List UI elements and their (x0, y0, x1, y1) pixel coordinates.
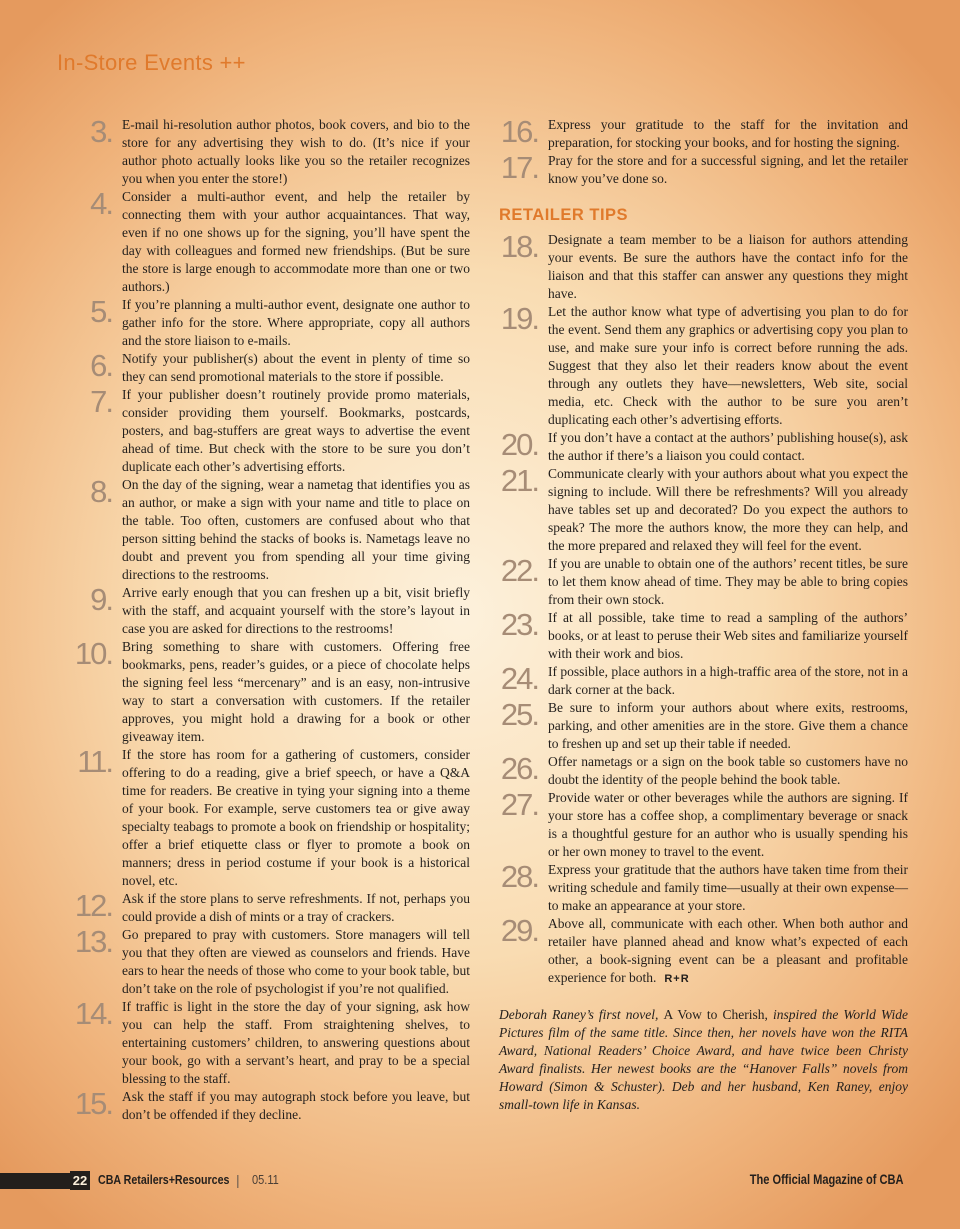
tip-item (70, 638, 470, 746)
tip-item (496, 555, 908, 609)
left-tips-list (70, 116, 470, 1124)
tip-item (70, 386, 470, 476)
tip-text: If you are unable to obtain one of the authors’ recent titles, be sure to let them know ahead of time. They may be able to bring copies from their own stock. (548, 556, 908, 607)
tip-text: Consider a multi-author event, and help the retailer by connecting them with your author acquaintances. That way, even if no one shows up for the signing, you’ll have spent the day with colleagues and formed new friendships. (But be sure the store is large enough to accommodate more than one or two authors.) (122, 189, 470, 294)
tip-text: Notify your publisher(s) about the event in plenty of time so they can send promotional materials to the store if possible. (122, 351, 470, 384)
tip-item (70, 476, 470, 584)
footer-bar (0, 1173, 70, 1189)
tip-text: If you don’t have a contact at the authors’ publishing house(s), ask the author if there’s a liaison you could contact. (548, 430, 908, 463)
tip-number: 8. (90, 474, 112, 509)
tip-text: If possible, place authors in a high-traffic area of the store, not in a dark corner at the back. (548, 664, 908, 697)
tip-text: Express your gratitude to the staff for the invitation and preparation, for stocking your books, and for hosting the signing. (548, 117, 908, 150)
tip-item (70, 890, 470, 926)
tip-number: 3. (90, 114, 112, 149)
tip-number: 6. (90, 348, 112, 383)
tip-text: Above all, communicate with each other. When both author and retailer have planned ahead and know what’s expected of each other, a book-signing event can be a pleasant and profitable experience for both. (548, 916, 908, 985)
tip-item (70, 350, 470, 386)
tip-text: Express your gratitude that the authors have taken time from their writing schedule and family time––usually at their own expense––to make an appearance at your store. (548, 862, 908, 913)
tip-text: Arrive early enough that you can freshen up a bit, visit briefly with the staff, and acquaint yourself with the store’s layout in case you are asked for directions to the restrooms! (122, 585, 470, 636)
footer-separator: | (236, 1172, 240, 1188)
tip-text: Pray for the store and for a successful signing, and let the retailer know you’ve done so. (548, 153, 908, 186)
tip-number: 15. (74, 1086, 112, 1121)
tip-number: 12. (74, 888, 112, 923)
tip-item (70, 584, 470, 638)
tip-item (496, 753, 908, 789)
tip-number: 5. (90, 294, 112, 329)
magazine-tagline: The Official Magazine of CBA (750, 1172, 904, 1187)
tip-number: 22. (500, 553, 538, 588)
tip-item (496, 303, 908, 429)
bio-book-title: A Vow to Cherish, (663, 1007, 768, 1022)
tip-item (496, 116, 908, 152)
tip-item (496, 789, 908, 861)
tip-text: E-mail hi-resolution author photos, book covers, and bio to the store for any advertising they wish to do. (It’s nice if your author photo actually looks like you so the retailer recognizes you when you enter the store!) (122, 117, 470, 186)
bio-text-start: Deborah Raney’s first novel, (499, 1007, 659, 1022)
tip-text: If you’re planning a multi-author event, designate one author to gather info for the store. Where appropriate, copy all authors and the store liaison to e-mails. (122, 297, 470, 348)
tip-number: 14. (74, 996, 112, 1031)
tip-number: 20. (500, 427, 538, 462)
tip-text: Offer nametags or a sign on the book table so customers have no doubt the identity of the people behind the book table. (548, 754, 908, 787)
tip-text: Ask the staff if you may autograph stock before you leave, but don’t be offended if they decline. (122, 1089, 470, 1122)
tip-text: Bring something to share with customers. Offering free bookmarks, pens, reader’s guides, or a piece of chocolate helps the signing feel less “mercenary” and is an easy, non-intrusive way to start a conversation with customers. If the retailer approves, you might hold a drawing for a book or other giveaway item. (122, 639, 470, 744)
tip-item (70, 296, 470, 350)
tip-item (70, 188, 470, 296)
tip-number: 26. (500, 751, 538, 786)
tip-item (70, 998, 470, 1088)
tip-number: 19. (500, 301, 538, 336)
page-footer (0, 1170, 960, 1194)
author-bio (499, 1006, 908, 1114)
tip-item (496, 663, 908, 699)
tip-item (496, 609, 908, 663)
tip-number: 11. (77, 744, 112, 779)
tip-item (70, 746, 470, 890)
tip-number: 4. (90, 186, 112, 221)
tip-number: 29. (500, 913, 538, 948)
tip-number: 10. (74, 636, 112, 671)
section-title: In-Store Events ++ (57, 50, 246, 75)
tip-text: Ask if the store plans to serve refreshments. If not, perhaps you could provide a dish of mints or a tray of crackers. (122, 891, 470, 924)
right-column (496, 116, 908, 1114)
end-mark: R+R (664, 973, 690, 985)
tip-number: 7. (90, 384, 112, 419)
tip-item (70, 926, 470, 998)
page-number: 22 (70, 1171, 90, 1190)
tip-number: 18. (500, 229, 538, 264)
retailer-tips-heading: RETAILER TIPS (499, 206, 629, 224)
tip-number: 17. (500, 150, 538, 185)
tip-text: Communicate clearly with your authors about what you expect the signing to include. Will there be refreshments? Will you already have tables set up and decorated? Do you expect the authors to speak? The more the authors know, the more they can help, and the more prepared and relaxed they will feel for the event. (548, 466, 908, 553)
issue-date: 05.11 (252, 1172, 279, 1187)
tip-item (496, 915, 908, 988)
tip-number: 9. (90, 582, 112, 617)
tip-item (70, 116, 470, 188)
author-tips-continued-list (496, 116, 908, 188)
tip-item (70, 1088, 470, 1124)
tip-text: On the day of the signing, wear a nametag that identifies you as an author, or make a sign with your name and title to place on the table. Too often, customers are confused about who that person sitting behind the stacks of books is. Nametags leave no doubt and prevent you from spending all your time giving directions to the restrooms. (122, 477, 470, 582)
tip-number: 27. (500, 787, 538, 822)
tip-number: 25. (500, 697, 538, 732)
tip-text: If your publisher doesn’t routinely provide promo materials, consider providing them yourself. Bookmarks, postcards, posters, and bag-stuffers are great ways to advertise the event ahead of time. But check with the store to be sure you don’t duplicate each other’s advertising efforts. (122, 387, 470, 474)
retailer-tips-list (496, 231, 908, 915)
tip-item (496, 231, 908, 303)
tip-item (496, 861, 908, 915)
tip-number: 16. (500, 114, 538, 149)
tip-text: If traffic is light in the store the day of your signing, ask how you can help the staff. From straightening shelves, to entertaining customers’ children, to answering questions about your book, go with a servant’s heart, and pray to be a special blessing to the staff. (122, 999, 470, 1086)
tip-item (496, 465, 908, 555)
tip-text: If the store has room for a gathering of customers, consider offering to do a reading, give a brief speech, or have a Q&A time for readers. Be creative in tying your signing into a theme of your book. For example, serve customers tea or give away specialty teabags to promote a book on friendship or hospitality; offer a brief etiquette class or flyer to promote a book on manners; dress in period costume if your book is a historical novel, etc. (122, 747, 470, 888)
tip-number: 23. (500, 607, 538, 642)
tip-text: Designate a team member to be a liaison for authors attending your events. Be sure the authors have the contact info for the liaison and that this staffer can answer any questions they might have. (548, 232, 908, 301)
bio-text-end: inspired the World Wide Pictures film of the same title. Since then, her novels have won the RITA Award, National Readers’ Choice Award, and have twice been Christy Award finalists. Her newest books are the “Hanover Falls” novels from Howard (Simon & Schuster). Deb and her husband, Ken Raney, enjoy small-town life in Kansas. (499, 1007, 908, 1112)
tip-text: Let the author know what type of advertising you plan to do for the event. Send them any graphics or advertising copy you plan to use, and make sure your info is correct before running the ads. Suggest that they also let their readers know about the event through any outlets they have––newsletters, Web site, social media, etc. Check with the author to be sure you aren’t duplicating each other’s advertising efforts. (548, 304, 908, 427)
left-column (70, 116, 470, 1124)
magazine-name: CBA Retailers+Resources (98, 1172, 230, 1187)
tip-text: Go prepared to pray with customers. Store managers will tell you that they often are viewed as counselors and friends. Have ears to hear the needs of those who come to your book table, but don’t take on the role of psychologist if you’re not qualified. (122, 927, 470, 996)
tip-item (496, 699, 908, 753)
tip-text: If at all possible, take time to read a sampling of the authors’ books, or at least to peruse their Web sites and familiarize yourself with their work and bios. (548, 610, 908, 661)
tip-number: 21. (500, 463, 538, 498)
tip-text: Be sure to inform your authors about where exits, restrooms, parking, and other amenities are in the store. Give them a chance to freshen up and set up their table if needed. (548, 700, 908, 751)
tip-item (496, 152, 908, 188)
tip-number: 28. (500, 859, 538, 894)
tip-item (496, 429, 908, 465)
tip-number: 24. (500, 661, 538, 696)
tip-text: Provide water or other beverages while the authors are signing. If your store has a coffee shop, a complimentary beverage or snack is a thoughtful gesture for an author who is usually spending his or her own money to travel to the event. (548, 790, 908, 859)
tip-number: 13. (74, 924, 112, 959)
